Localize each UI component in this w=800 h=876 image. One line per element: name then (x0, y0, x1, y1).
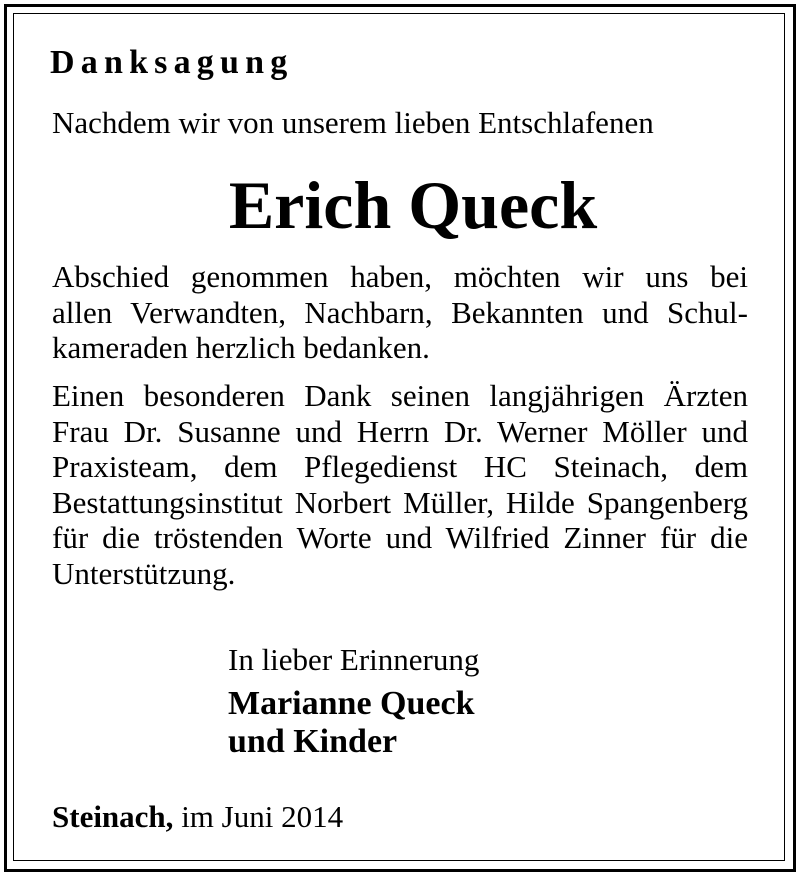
place-name: Steinach, (52, 799, 174, 834)
paragraph-line: allen Verwandten, Nachbarn, Bekannten und Schul- (52, 294, 748, 330)
notice-heading: Danksagung (50, 44, 294, 81)
intro-text: Nachdem wir von unserem lieben Entschlafenen (52, 105, 654, 140)
thanks-paragraph-1 (52, 259, 748, 366)
paragraph-line: Praxisteam, dem Pflegedienst HC Steinach, dem (52, 449, 748, 485)
paragraph-line: Frau Dr. Susanne und Herrn Dr. Werner Möller und (52, 413, 748, 449)
signature-line: und Kinder (228, 723, 398, 760)
paragraph-line: Unterstützung. (52, 555, 236, 591)
signature-line: Marianne Queck (228, 685, 475, 722)
signature-block (228, 685, 474, 761)
paragraph-line: für die tröstenden Worte und Wilfried Zinner für die (52, 520, 748, 556)
thanks-paragraph-2 (52, 378, 748, 592)
paragraph-line: Bestattungsinstitut Norbert Müller, Hilde Spangenberg (52, 484, 748, 520)
closing-phrase: In lieber Erinnerung (228, 642, 480, 677)
paragraph-line: Einen besonderen Dank seinen langjährigen Ärzten (52, 378, 748, 413)
place-date (52, 797, 343, 837)
paragraph-line: kameraden herzlich bedanken. (52, 330, 430, 366)
paragraph-line: Abschied genommen haben, möchten wir uns bei (52, 259, 748, 294)
date-text: im Juni 2014 (181, 799, 344, 834)
deceased-name: Erich Queck (228, 167, 598, 243)
